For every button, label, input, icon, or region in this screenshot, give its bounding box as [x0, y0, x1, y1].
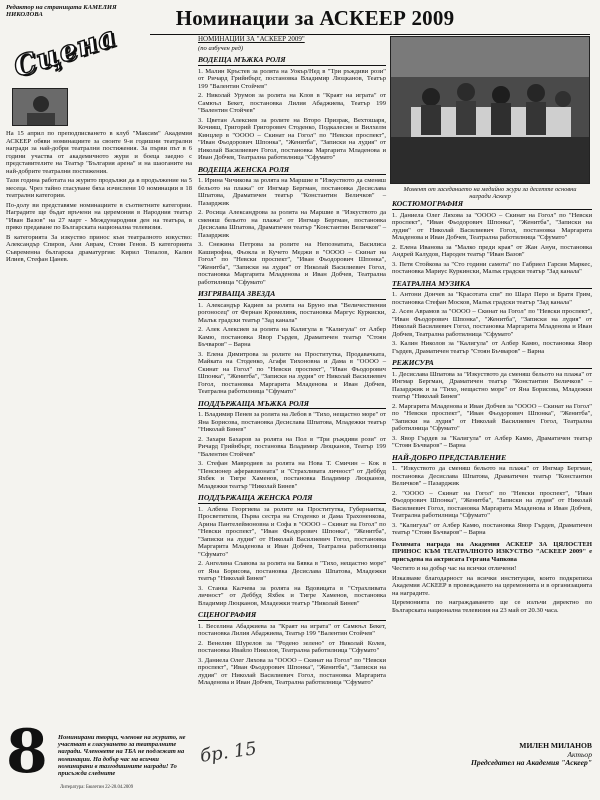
nominee-item: 3. Елена Димитрова за ролите на Проститутка, Продавачката, Майката на Стоденко, Агафя Тихоновна и Дама в "ОООО – Скинат на Гогол" по "Невски проспект", "Иван Фьодорович Шпонка", "Женитба", "Записки на лудия" от Николай Василиевич Гогол, постановка Маргарита Младенова и Иван Добчев, Театрална работилница "Сфумато" [198, 350, 386, 395]
closing-paragraph: Церемонията по награждаването ще се излъчи директно по Българската национална телевизия на 23 май от 20.30 часа. [392, 599, 592, 614]
section-title: КОСТЮМОГРАФИЯ [392, 200, 592, 210]
nominee-item: 2. Венелин Шурелов за "Родено зелено" от Николай Колев, постановка Ивайло Николов, Театрална работилница "Сфумато" [198, 639, 386, 654]
nominee-item: 2. Маргарита Младенова и Иван Добчев за "ОООО – Скинат на Гогол" по "Невски проспект", "Иван Фьодорович Шпонка", "Женитба", "Записки на лудия" от Николай Василиевич Гогол, Театрална работилница "Сфумато" [392, 402, 592, 432]
nominee-item: 1. "Изкуството да сменяш бельото на плажа" от Ингмар Бергман, постановка Десислава Шпатова, Драматичен театър "Константин Величков" – Пазарджик [392, 465, 592, 487]
section-title: ПОДДЪРЖАЩА МЪЖКА РОЛЯ [198, 400, 386, 410]
nominee-item: 3. Петя Стойкова за "Сто години самота" по Габриел Гарсия Маркес, постановка Мариус Куркински, Малък градски театър "Зад канала" [392, 260, 592, 275]
signature-role: Актьор [567, 749, 592, 759]
intro-paragraph: В категорията За изкуство принос към театралното изкуство: Александър Спиров, Ани Аврам, Стоян Генов. В категорията Съвременна българска драматургия: Кирил Топалов, Калин Илиев, Стефан Цанев. [6, 233, 192, 263]
photo-caption: Момент от заседанието на медийно жури за десетте основни награди Аскеер [403, 186, 577, 200]
nominee-item: 1. Антони Дончев за "Красотата спи" по Шарл Перо и Братя Грим, постановка Стефан Москов, Малък градски театър "Зад канала" [392, 291, 592, 306]
nominee-item: 2. Росица Александрова за ролята на Маршие в "Изкуството да сменяш бельото на плажа" от Ингмар Бергман, постановка Десислава Шпатова, Драматичен театър "Константин Величков" – Пазарджик [198, 209, 386, 239]
left-column [6, 130, 192, 266]
section-title: СЦЕНОГРАФИЯ [198, 611, 386, 621]
intro-paragraph: На 15 април по преподписването в клуб "Максим" Академия АСКЕЕР обяви номинациите за своите 9-и годишни театрални награди за най-добри театрални постижения. За първи път в 6 години участва от академичното жури и боеца заедно с представителите на Театър "България арена" и на шаоганите на най-добрите театрални постижения. [6, 130, 192, 175]
nominee-item: 1. Веселина Абаджиева за "Краят на играта" от Самюъл Бекет, постановка Лилия Абаджиева, Театър 199 "Валентин Стойчев" [198, 622, 386, 637]
small-print: Литература: Бюлетин 22-28.04.2009 [60, 785, 134, 790]
nominations-label: НОМИНАЦИИ ЗА "АСКЕЕР 2009" [198, 35, 305, 43]
nominee-item: 2. Асен Аврамов за "ОООО – Скинат на Гогол" по "Невски проспект", "Иван Фьодорович Шпонка", "Женитба", "Записки на лудия" от Николай Василиевич Гогол, постановка Маргарита Младенова и Иван Добчев, Театрална работилница "Сфумато" [392, 308, 592, 338]
nominee-item: 3. Калин Николов за "Калигула" от Албер Камю, постановка Явор Гърдев, Драматичен театър "Стоян Бъчваров" – Варна [392, 340, 592, 355]
grand-prize-heading: Голямата награда на Академия АСКЕЕР ЗА ЦЯЛОСТЕН ПРИНОС КЪМ ТЕАТРАЛНОТО ИЗКУСТВО "АСКЕЕР 2009" е присъдена на актрисата Гергана Чапкова [392, 540, 592, 563]
editor-line: Редактор на страницата КАМЕЛИЯ НИКОЛОВА [6, 4, 117, 19]
nominee-item: 3. Явор Гърдев за "Калигула" от Албер Камю, Драматичен театър "Стоян Бъчваров" – Варна [392, 434, 592, 449]
nominee-item: 2. Алек Алексиев за ролята на Калигула в "Калигула" от Албер Камю, постановка Явор Гърдев, Драматичен театър "Стоян Бъчваров" – Варна [198, 326, 386, 348]
portrait-photo [12, 88, 68, 126]
nominee-item: 1. Александър Кадиев за ролята на Бруно във "Величествения рогоносец" от Фернан Кромелинк, постановка Маргус Куркиски, Малък градски театър "Зад канала" [198, 301, 386, 324]
nominee-item: 2. Захари Бахаров за ролята на Пол в "Три ръждиви рози" от Ричард Грийнбърг, постановка Владимир Люцканов, Театър 199 "Валентин Стойчев" [198, 435, 386, 458]
section-title: ПОДДЪРЖАЩА ЖЕНСКА РОЛЯ [198, 494, 386, 504]
handwritten-note: бр. 15 [198, 738, 259, 767]
section-title: ТЕАТРАЛНА МУЗИКА [392, 280, 592, 290]
nominee-item: 1. Даниела Олег Ляхова за "ОООО – Скинат на Гогол" по "Невски проспект", "Иван Фьодорович Шпонка", "Женитба", "Записки на лудия" от Николай Василиевич Гогол, постановка Маргарита Младенова и Иван Добчев, Театрална работилница "Сфумато" [392, 211, 592, 241]
nominee-item: 1. Владимир Пенев за ролята на Лебов в "Тихо, нещастно море" от Яна Борисова, постановка Десислава Шпатова, Младежки театър "Николай Бинев" [198, 411, 386, 433]
nominee-item: 2. Ангелина Славова за ролята на Бявка в "Тихо, нещастно море" от Яна Борисова, постановка Десислава Шпатова, Младежки театър "Николай Бинев" [198, 560, 386, 582]
nominee-item: 2. Елена Иванова за "Малко преди края" от Жан Ануи, постановка Андрей Калудов, Народен театър "Иван Вазов" [392, 243, 592, 258]
middle-column [198, 36, 386, 689]
section-title: ИЗГРЯВАЩА ЗВЕЗДА [198, 290, 386, 300]
section-title: ВОДЕЩА МЪЖКА РОЛЯ [198, 56, 386, 66]
nominations-sublabel: (по азбучен ред) [198, 44, 244, 52]
nominee-item: 3. Снежина Петрова за ролите на Непознатата, Василиса Каширофна, Фьокла и Кучето Меджи в "ОООО – Скинат на Гогол" по "Невски проспект", "Иван Фьодорович Шпонка", "Женитба", "Записки на лудия" от Николай Василиевич Гогол, постановка Маргарита Младенова и Иван Добчев, Театрална работилница "Сфумато" [198, 241, 386, 286]
jury-meeting-photo [390, 36, 590, 184]
scena-logo: Сцена [9, 19, 121, 84]
nominee-item: 3. Станка Калчева за ролята на Вдовицата в "Страхливата личност" от Деббуд Яхбек и Тигре Хаменов, постановка Владимир Люцканов, Младежки театър "Николай Бинев" [198, 584, 386, 607]
nominee-item: 3. Цветан Алексиев за ролите на Второ Призрак, Вехтошаря, Кочияш, Григорий Григорович Стоденко, Подкалесин и Вилхелм Кинцлер в "ОООО – Скинат на Гогол" по "Невски проспект", "Иван Фьодорович Шпонка", "Женитба", "Записки на лудия" от Николай Василиевич Гогол, постановка Маргарита Младенова и Иван Добчев, Театрална работилница "Сфумато" [198, 116, 386, 161]
nominee-item: 1. Ирина Чичикова за ролята на Маршие в "Изкуството да сменяш бельото на плажа" от Ингмар Бергман, постановка Десислава Шпатова, Драматичен театър "Константин Величков" – Пазарджик [198, 177, 386, 207]
page-number: 8 [6, 717, 48, 787]
closing-paragraph: Изказваме благодарност на всички институции, които подкрепиха Академия АСКЕЕР в провеждането на церемонията и в организацията на наградите. [392, 574, 592, 597]
nominee-item: 2. "ОООО – Скинат на Гогол" по "Невски проспект", "Иван Фьодорович Шпонка", "Женитба", "Записки на лудия" от Николай Василиевич Гогол, постановка Маргарита Младенова и Иван Добчев, Театрална работилница "Сфумато" [392, 489, 592, 519]
signature-name: МИЛЕН МИЛАНОВ [519, 741, 592, 750]
nominee-item: 1. Десислава Шпатова за "Изкуството да сменяш бельото на плажа" от Ингмар Бергман, Драматичен театър "Константин Величков" – Пазарджик и за "Тихо, нещастно море" от Яна Борисова, Младежки театър "Николай Бинев" [392, 370, 592, 400]
section-title: НАЙ-ДОБРО ПРЕДСТАВЛЕНИЕ [392, 454, 592, 464]
nominee-item: 1. Албена Георгиева за ролите на Проститутка, Губернантка, Просветителя, Първа сестра на Стоденко и Дама Трахоненкова, Арина Пантелеймоновна и Софа в "ОООО – Скинат на Гогол" по "Невски проспект", "Иван Фьодорович Шпонка", "Женитба", "Записки на лудия" от Николай Василиевич Гогол, постановка Маргарита Младенова и Иван Добчев, Театрална работилница "Сфумато" [198, 505, 386, 558]
nominee-item: 3. "Калигула" от Албер Камю, постановка Явор Гърдев, Драматичен театър "Стоян Бъчваров" – Варна [392, 521, 592, 536]
right-column [392, 196, 592, 616]
page-title: Номинации за АСКЕЕР 2009 [175, 6, 455, 30]
footer-note: Номинирани творци, членове на журито, не участват в гласуването за театралните награди. Членовете на ТБА не подлежат на номинации. На добър час на всички номинирани в тазгодишните награди! То присъжда следните [58, 734, 186, 778]
nominee-item: 3. Даниела Олег Ляхова за "ОООО – Скинат на Гогол" по "Невски проспект", "Иван Фьодорович Шпонка", "Женитба", "Записки на лудия" от Николай Василиевич Гогол, постановка Маргарита Младенова и Иван Добчев, Театрална работилница "Сфумато" [198, 656, 386, 686]
closing-paragraph: Честито и на добър час на всички отличени! [392, 565, 517, 572]
signature-block [471, 742, 592, 768]
nominee-item: 2. Николай Урумов за ролята на Клов в "Краят на играта" от Самюъл Бекет, постановка Лилия Абаджиева, Театър 199 "Валентин Стойчев" [198, 92, 386, 114]
intro-paragraph: Тази година работата на журито продължи да в продължение на 5 месеца. Чрез тайно гласуване бяха изчислени 10 номинации в 18 театрални категории. [6, 177, 192, 199]
section-title: РЕЖИСУРА [392, 359, 592, 369]
nominee-item: 3. Стефан Мавродиев за ролята на Нова Т. Смичин – Кок в "Пенсионер аферавзионата" и "Страхливата личност" от Деббуд Яхбек и Тигре Хаменов, постановка Владимир Люцканов, Младежки театър "Николай Бинев" [198, 460, 386, 490]
signature-title: Председател на Академия "Аскеер" [471, 758, 592, 768]
intro-paragraph: По-долу ви представяме номинациите в съответните категории. Наградите ще бъдат връчени на церемония в Народния театър "Иван Вазов" на 27 март - Международния ден на театъра, в пряко предаване по Българската национална телевизия. [6, 201, 192, 231]
section-title: ВОДЕЩА ЖЕНСКА РОЛЯ [198, 166, 386, 176]
nominee-item: 1. Малин Кръстев за ролята на Уокър/Нед в "Три ръждиви рози" от Ричард Грийнбърг, постановка Владимир Люцканов, Театър 199 "Валентин Стойчев" [198, 67, 386, 90]
